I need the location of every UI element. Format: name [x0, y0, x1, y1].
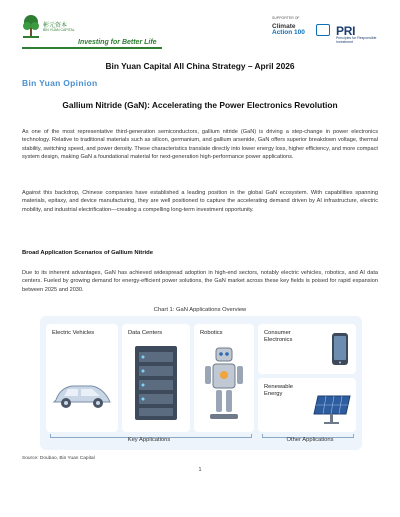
- brand-name-en: BIN YUAN CAPITAL: [43, 28, 75, 32]
- card-label-ev: Electric Vehicles: [52, 330, 95, 336]
- smartphone-icon: [330, 332, 350, 366]
- brand-name-cn: 彬元资本: [43, 22, 68, 29]
- climate-line-1: Climate: [272, 23, 296, 30]
- pri-subtitle: Principles for Responsible Investment: [336, 36, 377, 44]
- server-rack-icon: [131, 344, 181, 424]
- card-label-consumer: Consumer Electronics: [264, 330, 293, 343]
- section-label: Bin Yuan Opinion: [22, 78, 98, 88]
- header-divider: [22, 47, 162, 49]
- card-consumer-electronics: [258, 324, 356, 374]
- applications-figure: [40, 316, 362, 450]
- card-data-centers: [122, 324, 190, 432]
- card-electric-vehicles: [46, 324, 118, 432]
- partner-logos: [268, 16, 378, 46]
- tagline: Investing for Better Life: [78, 39, 157, 46]
- subheading: Broad Application Scenarios of Gallium Nitride: [22, 250, 154, 256]
- partner-note: SUPPORTER OF: [272, 16, 300, 20]
- paragraph-3: Due to its inherent advantages, GaN has achieved widespread adoption in high-end sectors, notably electric vehicles, robotics, and AI data centers. Fueled by growing demand for energy-efficient power solutions, the GaN market across these key fields is poised for rapid expansion between 2025 and 2030.: [22, 270, 378, 293]
- electric-car-icon: [50, 374, 114, 414]
- chart-title: Chart 1: GaN Applications Overview: [153, 307, 247, 313]
- article-title: Gallium Nitride (GaN): Accelerating the Power Electronics Revolution: [62, 100, 338, 110]
- page-number: 1: [198, 467, 202, 473]
- tree-logo-icon: [22, 14, 40, 40]
- paragraph-1: As one of the most representative third-generation semiconductors, gallium nitride (GaN) is driving a step-change in power electronics technology. Relative to traditional materials such as silicon, germanium, and gallium arsenide, GaN offers superior breakdown voltage, thermal stability, switching speed, and power density. These characteristics translate directly into lower energy loss, higher efficiency, and more compact system design, making GaN a foundational material for next-generation high-performance power applications.: [22, 129, 378, 161]
- paragraph-2: Against this backdrop, Chinese companies have established a leading position in the global GaN ecosystem. With capabilities spanning materials, epitaxy, and device manufacturing, they are well positioned to capture the accelerating demand driven by AI infrastructure, electric mobility, and industrial electrification—creating a compelling long-term investment opportunity.: [22, 190, 378, 213]
- page-header: [0, 0, 400, 54]
- card-label-dc: Data Centers: [128, 330, 163, 336]
- solar-panel-icon: [312, 392, 352, 426]
- other-applications-label: Other Applications: [286, 437, 334, 443]
- robot-icon: [202, 344, 246, 424]
- pri-mark: PRI: [336, 24, 356, 38]
- key-applications-label: Key Applications: [127, 437, 171, 443]
- bin-yuan-logo: [22, 14, 112, 40]
- document-title: Bin Yuan Capital All China Strategy – April 2026: [105, 61, 295, 71]
- climate-badge-icon: [316, 24, 330, 36]
- climate-action-logo: [272, 24, 305, 36]
- pri-logo: [336, 24, 378, 44]
- card-label-renewable: Renewable Energy: [264, 384, 294, 397]
- climate-line-2: Action 100: [272, 29, 305, 36]
- chart-source: Source: Doubao, Bin Yuan Capital: [22, 456, 95, 461]
- card-label-robotics: Robotics: [200, 330, 223, 336]
- card-robotics: [194, 324, 254, 432]
- card-renewable-energy: [258, 378, 356, 432]
